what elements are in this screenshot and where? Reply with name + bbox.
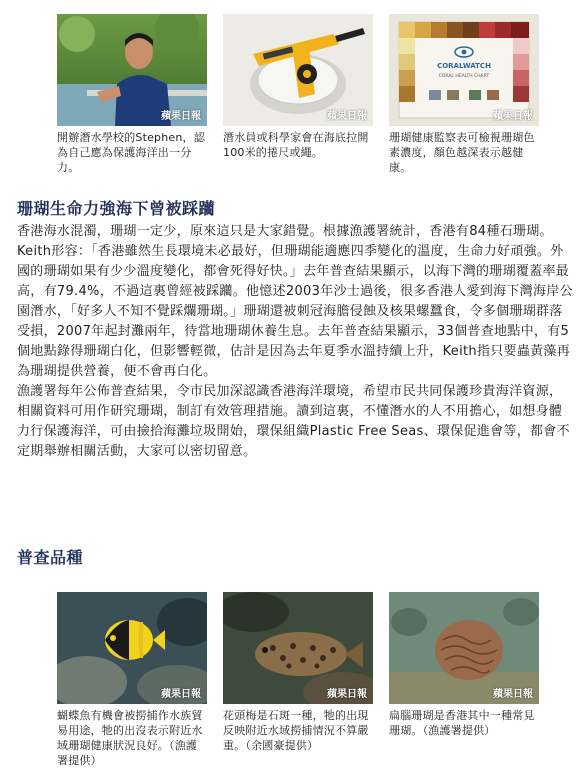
watermark: 蘋果日報	[327, 111, 367, 122]
paragraph: 香港海水混濁，珊瑚一定少，原來這只是大家錯覺。根據漁護署統計，香港有84種石珊瑚。Keith形容：「香港雖然生長環境未必最好，但珊瑚能適應四季變化的溫度，生命力好頑強。外國的珊瑚如果有少少溫度變化，都會死得好快。」去年普查結果顯示，以海下灣的珊瑚覆蓋率最高，有79.4%，不過這裏曾經被踩躪。他憶述2003年沙士過後，很多香港人愛到海下灣海岸公園潛水，「好多人不知不覺踩爛珊瑚。」珊瑚還被刺冠海膽侵蝕及核果螺蠶食，令多個珊瑚群落受損，2007年起封灘兩年，待當地珊瑚休養生息。去年普查結果顯示，33個普查地點中，有5個地點錄得珊瑚白化，但影響輕微，估計是因為去年夏季水溫持續上升，Keith指只要蟲黃藻再為珊瑚提供營養，便不會再白化。	[17, 224, 573, 379]
butterflyfish-photo	[57, 592, 207, 704]
watermark: 蘋果日報	[327, 689, 367, 700]
section-heading-coral-vitality: 珊瑚生命力強海下曾被踩躪	[17, 199, 216, 218]
article-body	[17, 222, 573, 462]
photo-card-stephen	[57, 14, 207, 175]
watermark: 蘋果日報	[493, 689, 533, 700]
watermark: 蘋果日報	[161, 111, 201, 122]
chart-title-text: CORAL HEALTH CHART	[438, 74, 490, 79]
photo-caption: 開辦潛水學校的Stephen，認為自己應為保護海洋出一分力。	[57, 131, 205, 174]
photo-card-butterflyfish	[57, 592, 207, 768]
photo-caption: 花頭梅是石斑一種，牠的出現反映附近水域撈捕情況不算嚴重。（余國豪提供）	[223, 709, 369, 752]
watermark: 蘋果日報	[493, 111, 533, 122]
photo-caption: 扁腦珊瑚是香港其中一種常見珊瑚。（漁護署提供）	[389, 709, 535, 737]
watermark: 蘋果日報	[161, 689, 201, 700]
tape-measure-photo	[223, 14, 373, 126]
photo-caption: 蝴蝶魚有機會被撈捕作水族貿易用途，牠的出沒表示附近水域珊瑚健康狀況良好。（漁護署提供）	[57, 709, 203, 767]
chart-brand-text: CORALWATCH	[437, 62, 491, 70]
brain-coral-photo	[389, 592, 539, 704]
photo-card-grouper	[223, 592, 373, 753]
photo-card-coral-chart	[389, 14, 539, 175]
person-photo	[57, 14, 207, 126]
photo-caption: 珊瑚健康監察表可檢視珊瑚色素濃度，顏色越深表示越健康。	[389, 131, 535, 174]
coral-health-chart-photo	[389, 14, 539, 126]
photo-card-tape-measure	[223, 14, 373, 160]
section-heading-survey-species: 普查品種	[17, 548, 84, 567]
grouper-photo	[223, 592, 373, 704]
photo-card-brain-coral	[389, 592, 539, 738]
photo-caption: 潛水員或科學家會在海底拉開100米的捲尺或繩。	[223, 131, 369, 159]
paragraph: 漁護署每年公佈普查結果，令市民加深認識香港海洋環境，希望市民共同保護珍貴海洋資源，相關資料可用作研究珊瑚，制訂有效管理措施。讀到這裏，不懂潛水的人不用擔心，如想身體力行保護海洋，可由撿拾海灘垃圾開始，環保組織Plastic Free Seas、環保促進會等，都會不定期舉辦相關活動，大家可以密切留意。	[17, 384, 570, 459]
